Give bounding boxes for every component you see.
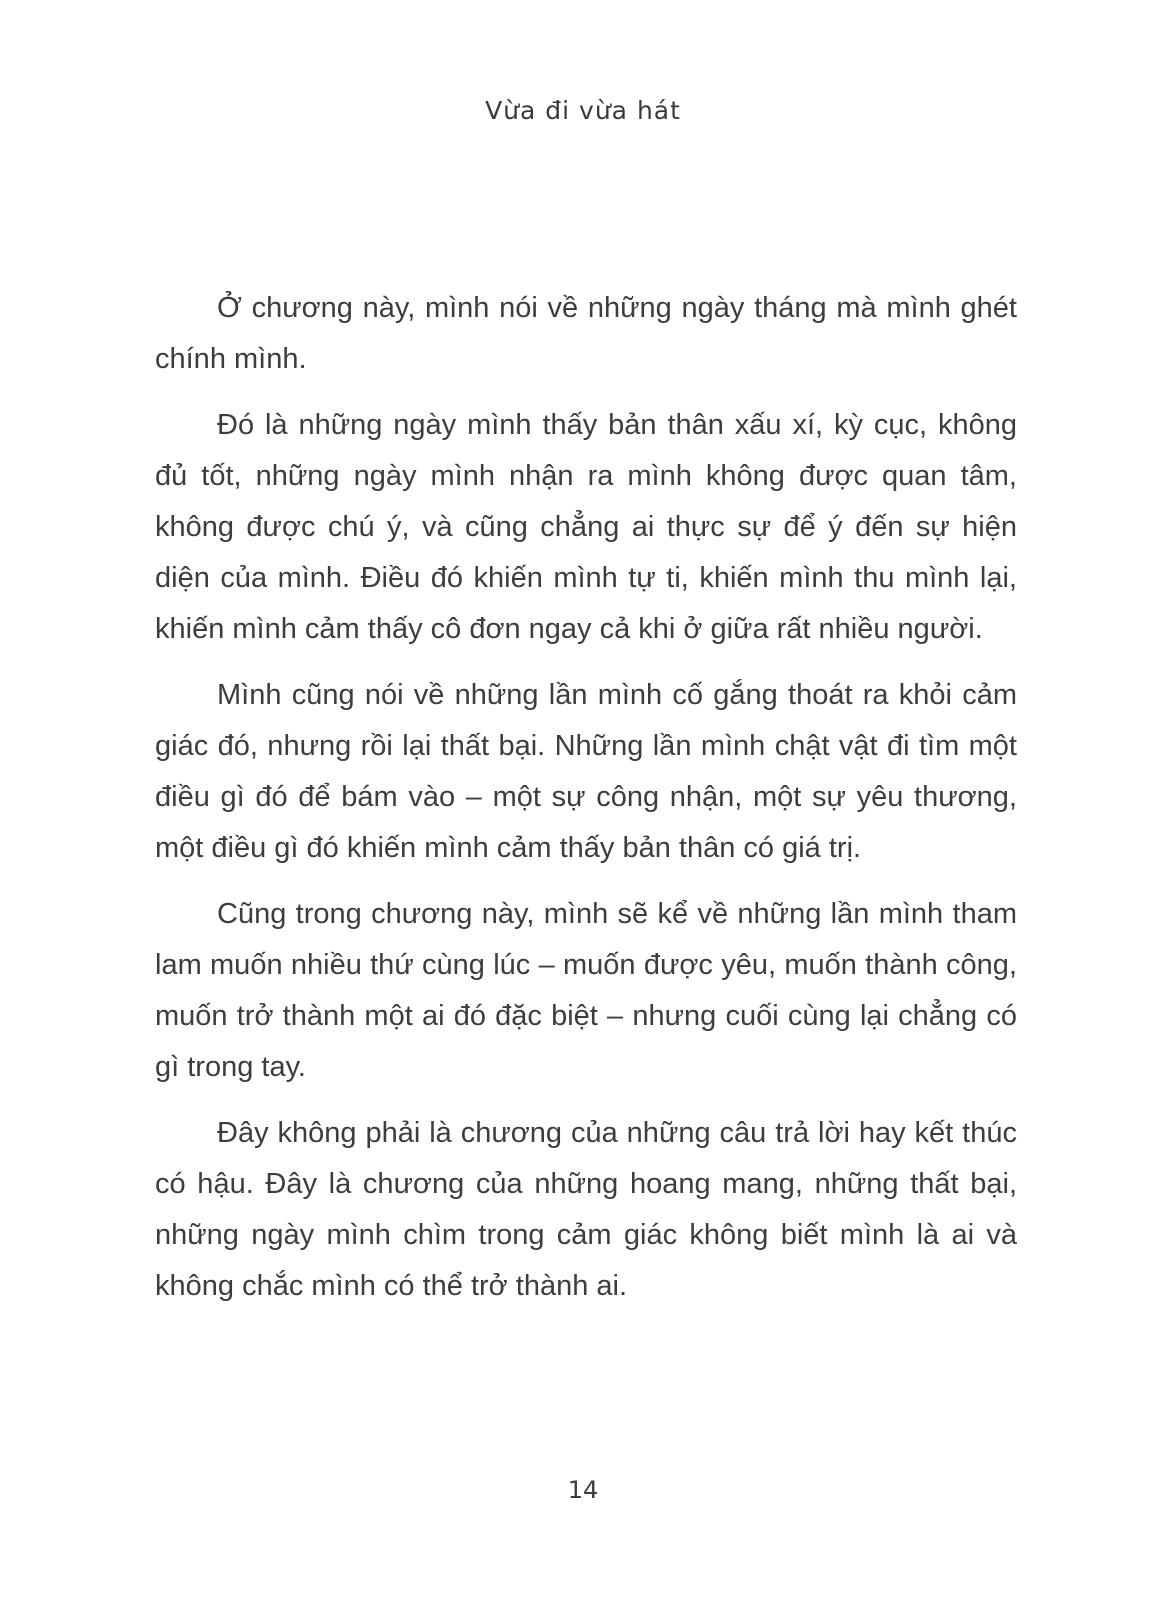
paragraph: Cũng trong chương này, mình sẽ kể về những lần mình tham lam muốn nhiều thứ cùng lúc – muốn được yêu, muốn thành công, muốn trở thành một ai đó đặc biệt – nhưng cuối cùng lại chẳng có gì trong tay. [155, 898, 1017, 1083]
body-text [155, 283, 1017, 1327]
paragraph: Đây không phải là chương của những câu trả lời hay kết thúc có hậu. Đây là chương của những hoang mang, những thất bại, những ngày mình chìm trong cảm giác không biết mình là ai và không chắc mình có thể trở thành ai. [155, 1117, 1017, 1302]
paragraph: Đó là những ngày mình thấy bản thân xấu xí, kỳ cục, không đủ tốt, những ngày mình nhận ra mình không được quan tâm, không được chú ý, và cũng chẳng ai thực sự để ý đến sự hiện diện của mình. Điều đó khiến mình tự ti, khiến mình thu mình lại, khiến mình cảm thấy cô đơn ngay cả khi ở giữa rất nhiều người. [155, 409, 1017, 645]
running-head: Vừa đi vừa hát [485, 96, 681, 125]
paragraph: Mình cũng nói về những lần mình cố gắng thoát ra khỏi cảm giác đó, nhưng rồi lại thất bại. Những lần mình chật vật đi tìm một điều gì đó để bám vào – một sự công nhận, một sự yêu thương, một điều gì đó khiến mình cảm thấy bản thân có giá trị. [155, 679, 1017, 864]
paragraph: Ở chương này, mình nói về những ngày tháng mà mình ghét chính mình. [155, 292, 1017, 375]
page-number: 14 [567, 1476, 599, 1504]
